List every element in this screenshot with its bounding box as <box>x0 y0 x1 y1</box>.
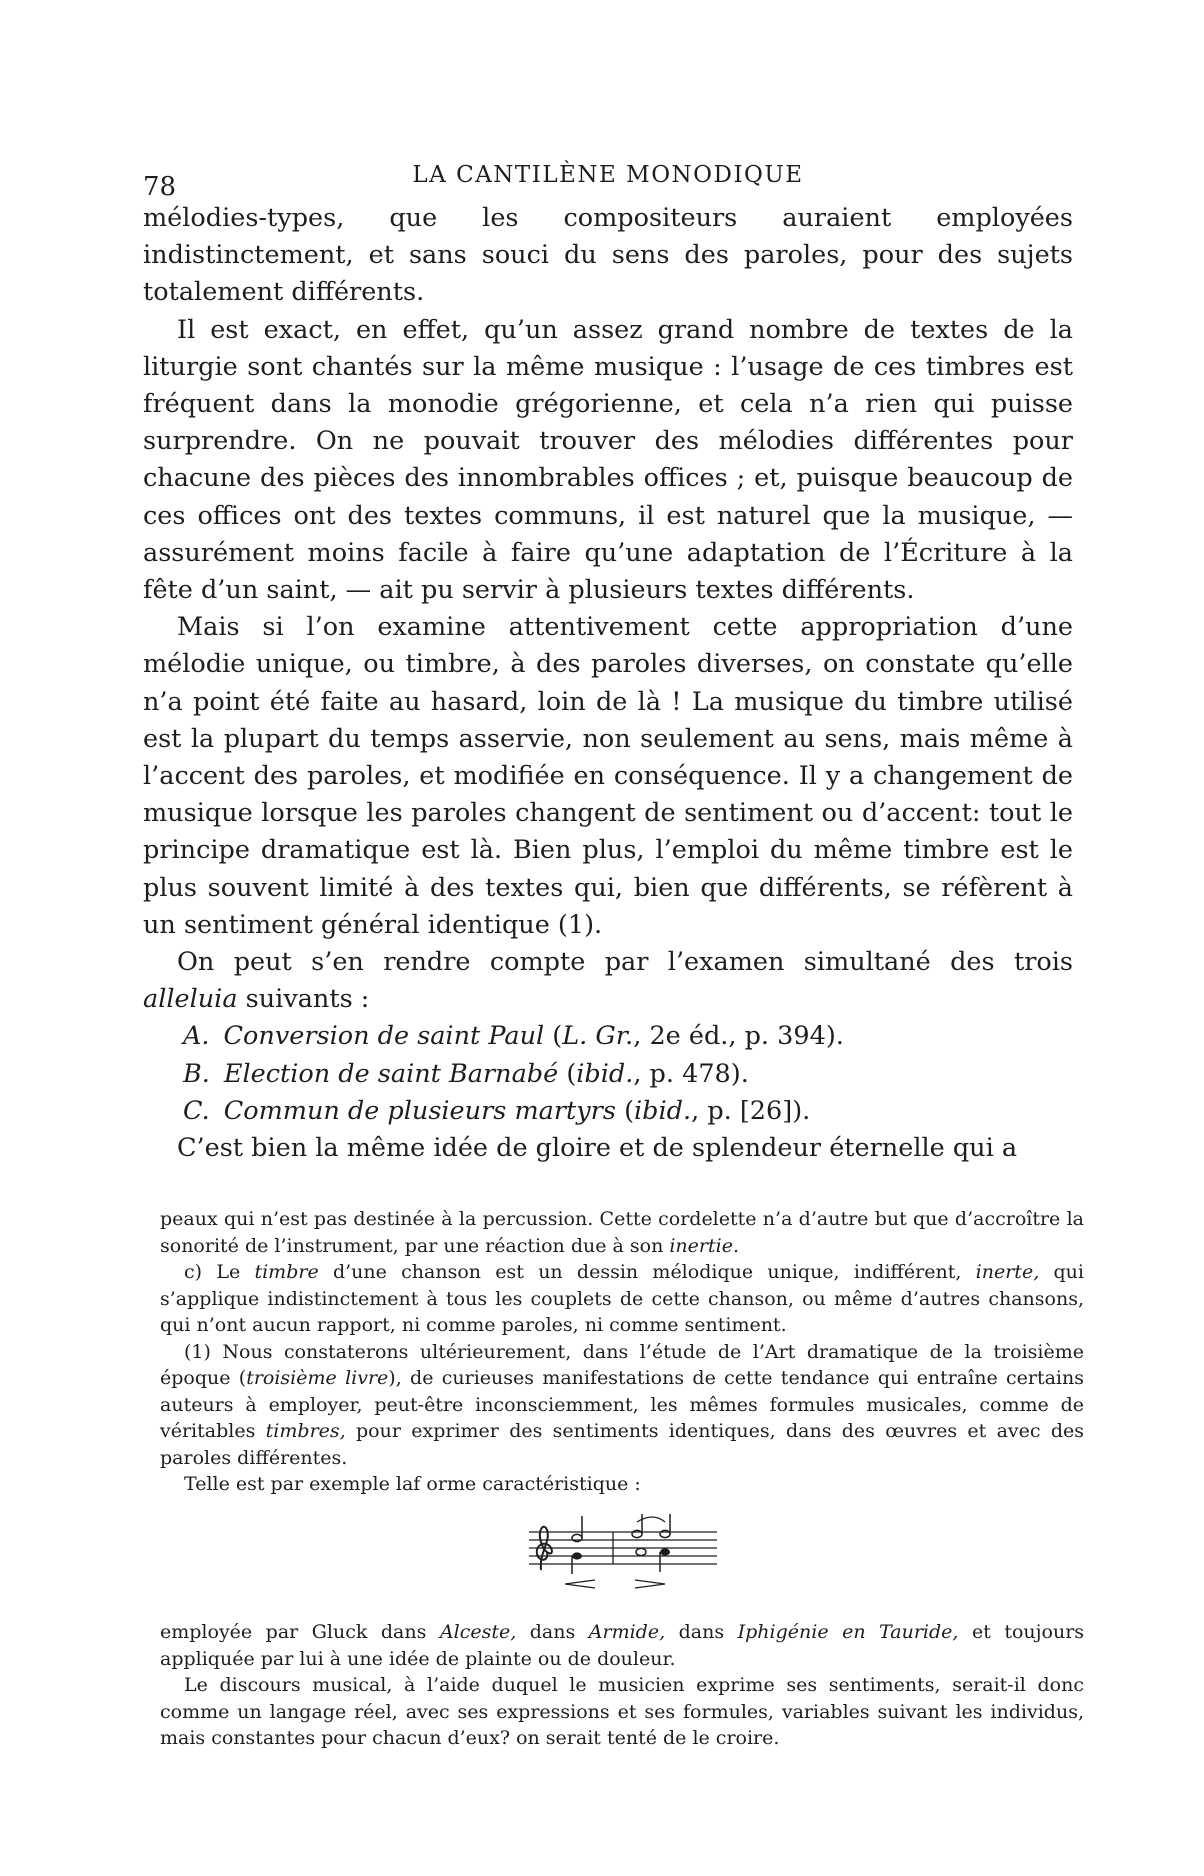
footnote-1-continued <box>160 1619 1084 1672</box>
footnote-1-text-1: (1) Nous constaterons ultérieurement, dans l’étude de l’Art dramatique de la troisième époque ( <box>160 1340 1084 1389</box>
footnote-2-italic-2: Armide, <box>588 1621 666 1643</box>
list-title: Commun de plusieurs martyrs <box>223 1095 616 1126</box>
body-text <box>143 200 1073 1167</box>
footnote-1 <box>160 1339 1084 1472</box>
note-head <box>660 1548 670 1555</box>
footnote-c-text-1: d’une chanson est un dessin mélodique unique, indifférent, <box>332 1261 962 1283</box>
list-ref-page: , p. 478). <box>633 1058 749 1089</box>
footnote-continuation <box>160 1206 1084 1259</box>
crescendo-icon <box>565 1580 595 1588</box>
page-number: 78 <box>143 172 177 202</box>
footnote-1-italic-2: timbres, <box>265 1420 346 1442</box>
list-ref-open: ( <box>552 1021 563 1052</box>
list-ref-source: ibid. <box>634 1095 692 1126</box>
paragraph-3: Mais si l’on examine attentivement cette appropriation d’une mélodie unique, ou timbre, à des paroles diverses, on constate qu’elle n’a point été faite au hasard, loin de là ! La musique du timbre utilisé est la plupart du temps asservie, non seulement au sens, mais même à l’accent des paroles, et modifiée en conséquence. Il y a changement de musique lorsque les paroles changent de sentiment ou d’accent: tout le principe dramatique est là. Bien plus, l’emploi du même timbre est le plus souvent limité à des textes qui, bien que différents, se réfèrent à un sentiment général identique (1). <box>143 612 1073 940</box>
paragraph-4-end: suivants : <box>245 984 370 1015</box>
list-title: Election de saint Barnabé <box>223 1058 559 1089</box>
footnote-final-paragraph: Le discours musical, à l’aide duquel le musicien exprime ses sentiments, serait-il donc comme un langage réel, avec ses expressions et ses formules, variables suivant les individus, mais constantes pour chacun d’eux? on serait tenté de le croire. <box>160 1674 1084 1749</box>
paragraph-1: mélodies-types, que les compositeurs auraient employées indistinctement, et sans souci du sens des paroles, pour des sujets totalement différents. <box>143 203 1073 308</box>
list-item <box>143 1093 1073 1130</box>
footnote-c <box>160 1259 1084 1339</box>
list-letter: A. <box>183 1021 210 1052</box>
list-letter: C. <box>183 1095 210 1126</box>
footnote-c-italic-1: timbre <box>254 1261 319 1283</box>
list-ref-source: L. Gr. <box>562 1021 634 1052</box>
footnote-c-text-2: qui s’applique indistinctement à tous les couplets de cette chanson, ou même d’autres chansons, qui n’ont aucun rapport, ni comme paroles, ni comme sentiment. <box>160 1261 1084 1336</box>
alleluia-list <box>143 1018 1073 1130</box>
note-head <box>636 1548 646 1555</box>
footnote-1-text-2: ), de curieuses manifestations de cette tendance qui entraîne certains auteurs à employer, peut-être inconsciemment, les mêmes formules musicales, comme de véritables <box>160 1367 1084 1442</box>
footnote-2-italic-3: Iphigénie en Tauride, <box>737 1621 959 1643</box>
footnotes-continued <box>160 1619 1084 1752</box>
footnote-c-italic-2: inerte, <box>975 1261 1040 1283</box>
footnote-2-italic-1: Alceste, <box>439 1621 517 1643</box>
footnote-continuation-text: peaux qui n’est pas destinée à la percussion. Cette cordelette n’a d’autre but que d’accroître la sonorité de l’instrument, par une réaction due à son <box>160 1208 1084 1257</box>
footnote-2-text-1: employée par Gluck dans <box>160 1621 427 1643</box>
footnote-2-text-2: dans <box>529 1621 576 1643</box>
list-item <box>143 1018 1073 1055</box>
note-head <box>572 1552 582 1559</box>
running-header <box>143 150 1073 202</box>
list-ref-open: ( <box>624 1095 635 1126</box>
tie-curve <box>637 1517 665 1522</box>
decrescendo-icon <box>635 1580 665 1588</box>
list-ref-source: ibid. <box>576 1058 634 1089</box>
footnotes <box>160 1206 1084 1498</box>
paragraph-5: C’est bien la même idée de gloire et de splendeur éternelle qui a <box>177 1133 1018 1164</box>
paragraph-4 <box>143 944 1073 1018</box>
paragraph-4-italic: alleluia <box>143 984 238 1015</box>
footnote-continuation-italic: inertie. <box>669 1234 739 1257</box>
footnote-1-italic-1: troisième livre <box>246 1367 389 1389</box>
paragraph-2: Il est exact, en effet, qu’un assez grand nombre de textes de la liturgie sont chantés sur la même musique : l’usage de ces timbres est fréquent dans la monodie grégorienne, et cela n’a rien qui puisse surprendre. On ne pouvait trouver des mélodies différentes pour chacune des pièces des innombrables offices ; et, puisque beaucoup de ces offices ont des textes communs, il est naturel que la musique, — assurément moins facile à faire qu’une adaptation de l’Écriture à la fête d’un saint, — ait pu servir à plusieurs textes différents. <box>143 314 1073 606</box>
list-ref-open: ( <box>566 1058 577 1089</box>
footnote-2-text-4: et toujours appliquée par lui à une idée de plainte ou de douleur. <box>160 1621 1085 1670</box>
list-ref-page: , p. [26]). <box>691 1095 811 1126</box>
footnote-2-text-3: dans <box>678 1621 725 1643</box>
music-notation-example <box>525 1512 725 1592</box>
list-ref-page: , 2e éd., p. 394). <box>633 1021 844 1052</box>
footnote-1-example: Telle est par exemple laf orme caractéristique : <box>184 1473 641 1495</box>
footnote-1-text-3: pour exprimer des sentiments identiques, dans des œuvres et avec des paroles différentes. <box>160 1420 1085 1469</box>
footnote-c-label: c) Le <box>184 1261 241 1283</box>
list-item <box>143 1056 1073 1093</box>
page-main <box>143 150 1073 1167</box>
running-title: LA CANTILÈNE MONODIQUE <box>412 162 804 188</box>
list-title: Conversion de saint Paul <box>223 1021 545 1052</box>
list-letter: B. <box>183 1058 210 1089</box>
paragraph-4-text: On peut s’en rendre compte par l’examen simultané des trois <box>177 947 1073 978</box>
